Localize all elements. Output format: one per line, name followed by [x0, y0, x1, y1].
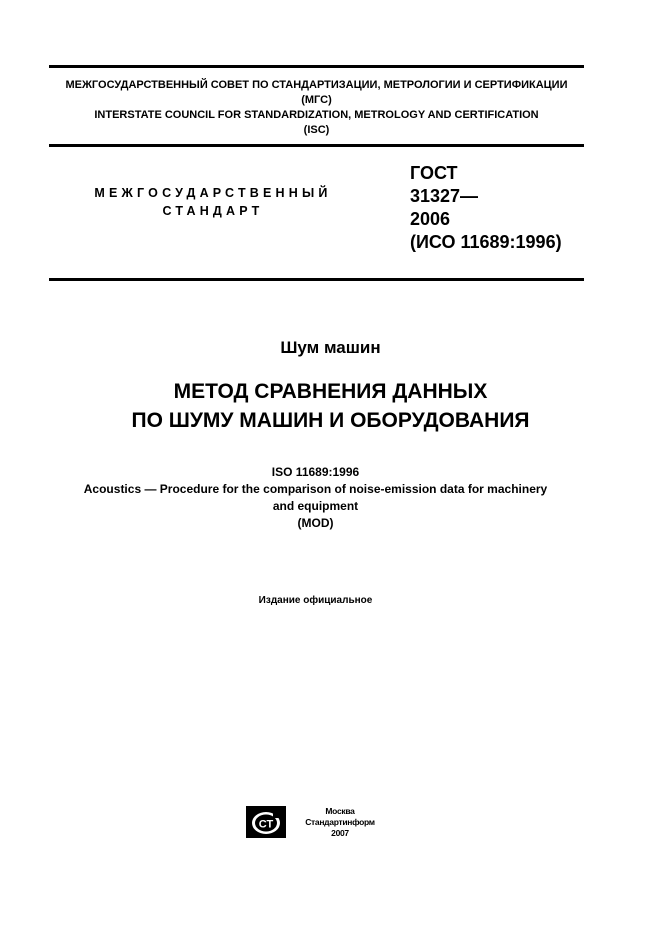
publisher-city: Москва	[325, 806, 355, 816]
standard-kind-line1: МЕЖГОСУДАРСТВЕННЫЙ	[94, 186, 332, 200]
lower-rule	[49, 278, 584, 281]
iso-mod: (MOD)	[297, 516, 334, 530]
designation-line3: 2006	[410, 209, 451, 229]
designation-line2: 31327—	[410, 186, 479, 206]
publisher-info	[290, 806, 390, 839]
council-name-ru: МЕЖГОСУДАРСТВЕННЫЙ СОВЕТ ПО СТАНДАРТИЗАЦИИ, МЕТРОЛОГИИ И СЕРТИФИКАЦИИ	[65, 79, 568, 91]
council-name-en: INTERSTATE COUNCIL FOR STANDARDIZATION, METROLOGY AND CERTIFICATION	[94, 109, 539, 121]
iso-reference	[0, 464, 631, 532]
standard-kind	[78, 184, 348, 220]
middle-rule	[49, 144, 584, 147]
document-title	[0, 377, 661, 435]
top-rule	[49, 65, 584, 68]
standard-kind-line2: СТАНДАРТ	[162, 204, 264, 218]
council-abbr-en: (ISC)	[303, 124, 330, 136]
publisher-year: 2007	[331, 828, 349, 838]
title-line2: ПО ШУМУ МАШИН И ОБОРУДОВАНИЯ	[131, 409, 530, 432]
council-abbr-ru: (МГС)	[301, 94, 332, 106]
publisher-logo-icon	[246, 806, 286, 838]
edition-note: Издание официальное	[258, 595, 373, 606]
document-subject: Шум машин	[280, 338, 381, 357]
publisher-logo-text: СТ	[258, 818, 274, 831]
title-line1: МЕТОД СРАВНЕНИЯ ДАННЫХ	[173, 380, 488, 403]
iso-title-line2: and equipment	[272, 499, 359, 513]
iso-title-line1: Acoustics — Procedure for the comparison of noise-emission data for machinery	[83, 482, 548, 496]
publisher-name: Стандартинформ	[305, 817, 375, 827]
designation-line1: ГОСТ	[410, 163, 458, 183]
designation-line4: (ИСО 11689:1996)	[410, 232, 562, 252]
council-header	[49, 78, 584, 138]
iso-number: ISO 11689:1996	[271, 465, 360, 479]
standard-designation	[410, 162, 562, 254]
